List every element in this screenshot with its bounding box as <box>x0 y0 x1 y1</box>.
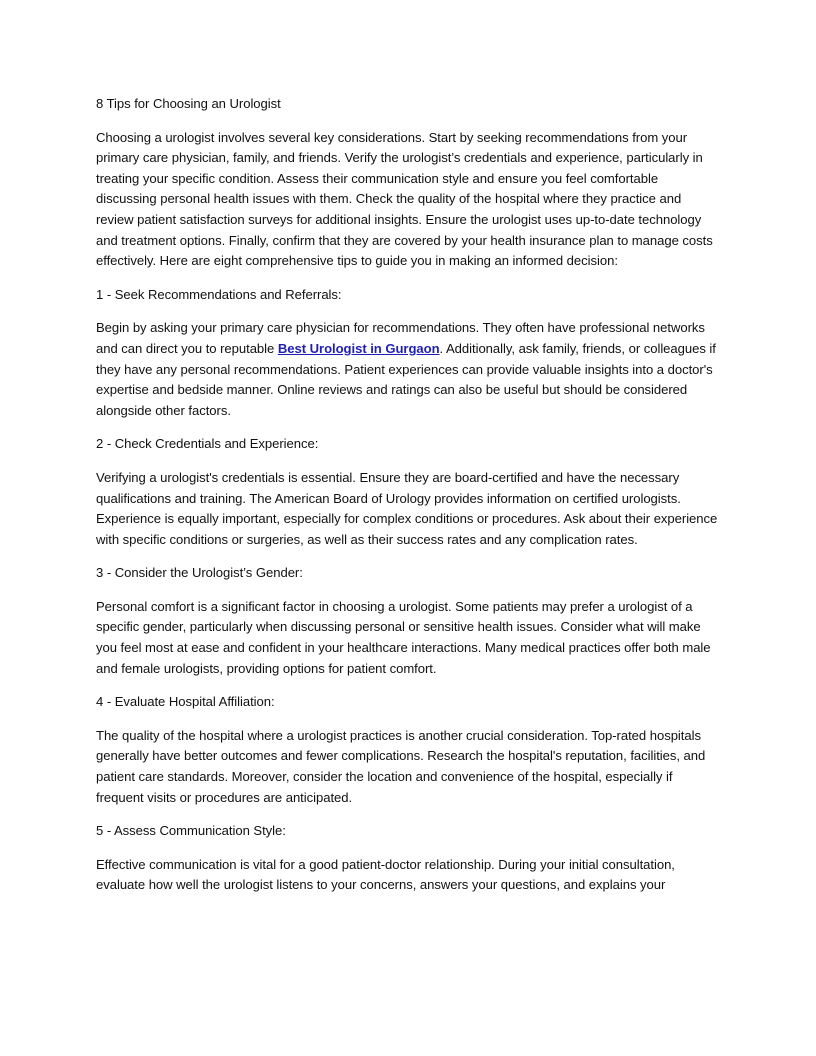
intro-paragraph: Choosing a urologist involves several key considerations. Start by seeking recommendations from your primary care physician, family, and friends. Verify the urologist’s credentials and experience, particularly in treating your specific condition. Assess their communication style and ensure you feel comfortable discussing personal health issues with them. Check the quality of the hospital where they practice and review patient satisfaction surveys for additional insights. Ensure the urologist uses up-to-date technology and treatment options. Finally, confirm that they are covered by your health insurance plan to manage costs effectively. Here are eight comprehensive tips to guide you in making an informed decision: <box>96 129 713 269</box>
section-3-heading: 3 - Consider the Urologist’s Gender: <box>96 565 303 581</box>
section-2-heading: 2 - Check Credentials and Experience: <box>96 436 319 452</box>
section-1-heading: 1 - Seek Recommendations and Referrals: <box>96 286 342 302</box>
document-title: 8 Tips for Choosing an Urologist <box>96 96 281 111</box>
section-1-body-start: Begin by asking your primary care physician for recommendations. They often have professional networks and can direct you to reputable <box>96 320 705 356</box>
section-5-body: Effective communication is vital for a good patient-doctor relationship. During your initial consultation, evaluate how well the urologist listens to your concerns, answers your questions, and explains your <box>96 856 675 893</box>
best-urologist-link[interactable]: Best Urologist in Gurgaon <box>277 340 440 356</box>
section-5-heading: 5 - Assess Communication Style: <box>96 823 286 839</box>
section-4-body: The quality of the hospital where a urologist practices is another crucial consideration. Top-rated hospitals generally have better outcomes and fewer complications. Research the hospital's reputation, facilities, and patient care standards. Moreover, consider the location and convenience of the hospital, especially if frequent visits or procedures are anticipated. <box>96 727 706 805</box>
section-1-body <box>96 318 722 421</box>
section-4-heading: 4 - Evaluate Hospital Affiliation: <box>96 694 275 710</box>
section-2-body: Verifying a urologist's credentials is essential. Ensure they are board-certified and have the necessary qualifications and training. The American Board of Urology provides information on certified urologists. Experience is equally important, especially for complex conditions or procedures. Ask about their experience with specific conditions or surgeries, as well as their success rates and any complication rates. <box>96 469 718 547</box>
section-3-body: Personal comfort is a significant factor in choosing a urologist. Some patients may prefer a urologist of a specific gender, particularly when discussing personal or sensitive health issues. Consider what will make you feel most at ease and confident in your healthcare interactions. Many medical practices offer both male and female urologists, providing options for patient comfort. <box>96 598 711 676</box>
document-page <box>96 94 722 909</box>
section-1-body-end: . Additionally, ask family, friends, or colleagues if they have any personal recommendations. Patient experiences can provide valuable insights into a doctor's expertise and bedside manner. Online reviews and ratings can also be useful but should be considered alongside other factors. <box>96 340 716 418</box>
